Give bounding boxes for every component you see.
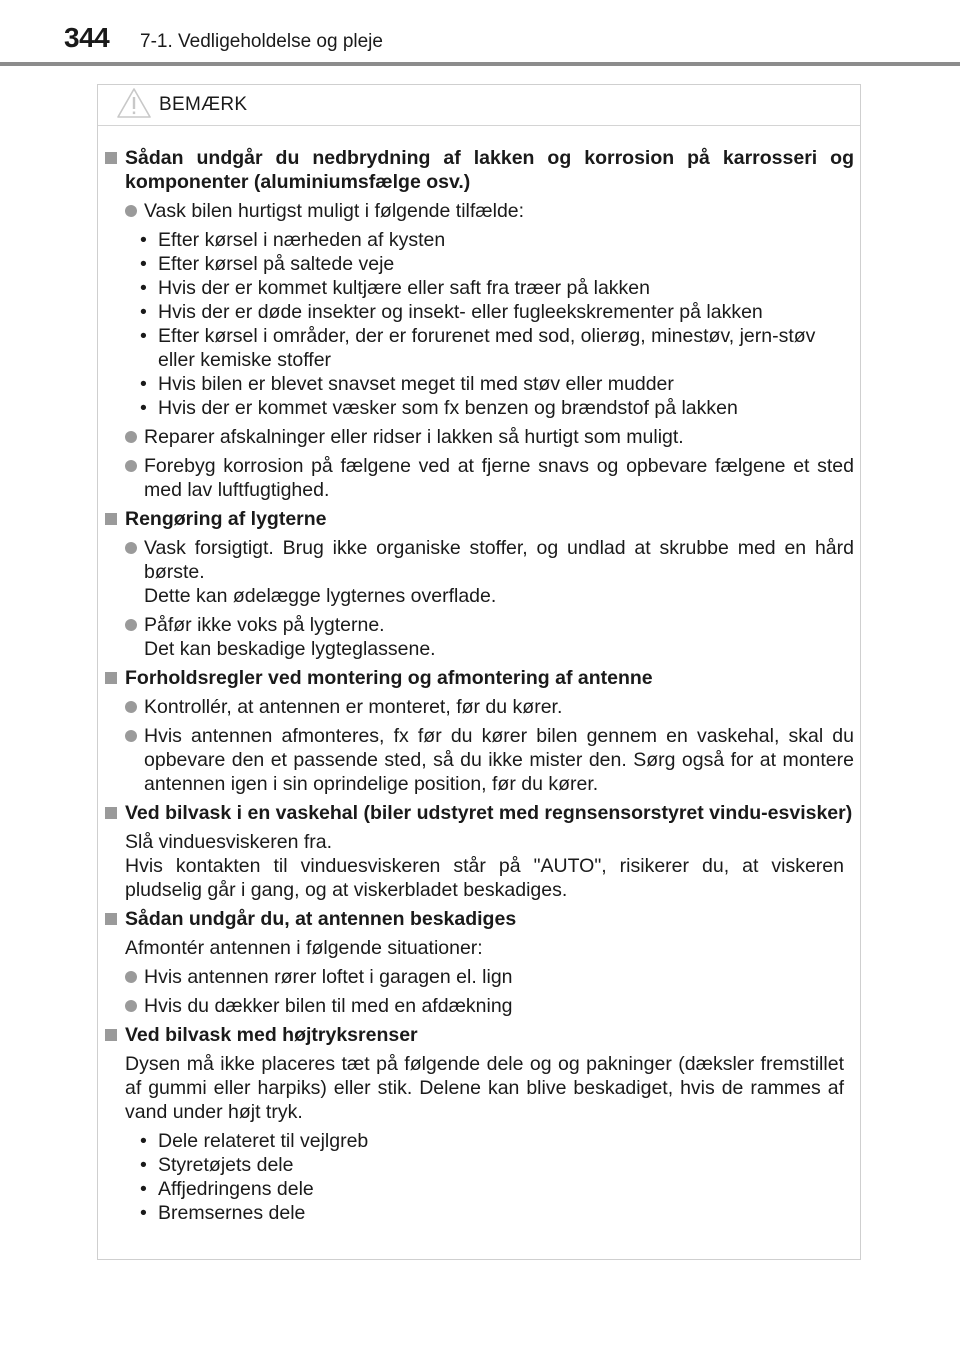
bullet-item: • Hvis bilen er blevet snavset meget til med støv eller mudder bbox=[104, 372, 854, 396]
square-bullet-icon bbox=[105, 807, 117, 819]
circle-bullet-icon bbox=[125, 542, 137, 554]
list-item: Hvis antennen rører loftet i garagen el. lign bbox=[104, 965, 854, 989]
section-title: 7-1. Vedligeholdelse og pleje bbox=[140, 31, 383, 52]
bullet-item: • Dele relateret til vejlgreb bbox=[104, 1129, 854, 1153]
paragraph: Slå vinduesviskeren fra. Hvis kontakten til vinduesviskeren står på "AUTO", risikerer du, at viskeren pludselig går i gang, og at viskerbladet beskadiges. bbox=[125, 831, 844, 901]
list-item: Forebyg korrosion på fælgene ved at fjerne snavs og opbevare fælgene et sted med lav luftfugtighed. bbox=[104, 454, 854, 502]
square-bullet-icon bbox=[105, 152, 117, 164]
section-heading-antenna-precautions: Forholdsregler ved montering og afmontering af antenne bbox=[104, 666, 854, 690]
square-bullet-icon bbox=[105, 913, 117, 925]
square-bullet-icon bbox=[105, 513, 117, 525]
bullet-item: • Hvis der er døde insekter og insekt- eller fugleekskrementer på lakken bbox=[104, 300, 854, 324]
bullet-item: • Efter kørsel i nærheden af kysten bbox=[104, 228, 854, 252]
bullet-item: • Hvis der er kommet væsker som fx benzen og brændstof på lakken bbox=[104, 396, 854, 420]
section-heading-pressure-washer: Ved bilvask med højtryksrenser bbox=[104, 1023, 854, 1047]
circle-bullet-icon bbox=[125, 619, 137, 631]
circle-bullet-icon bbox=[125, 431, 137, 443]
bullet-list-parts bbox=[104, 1129, 854, 1225]
notice-box bbox=[97, 84, 861, 1260]
bullet-item: • Hvis der er kommet kultjære eller saft fra træer på lakken bbox=[104, 276, 854, 300]
circle-bullet-icon bbox=[125, 205, 137, 217]
bullet-item: • Efter kørsel i områder, der er forurenet med sod, olierøg, minestøv, jern-støv eller kemiske stoffer bbox=[104, 324, 854, 372]
page-number: 344 bbox=[64, 22, 110, 53]
section-heading-car-wash: Ved bilvask i en vaskehal (biler udstyret med regnsensorstyret vindu-esvisker) bbox=[104, 801, 854, 825]
warning-triangle-icon bbox=[116, 87, 152, 119]
bullet-item: • Styretøjets dele bbox=[104, 1153, 854, 1177]
list-item: Vask forsigtigt. Brug ikke organiske stoffer, og undlad at skrubbe med en hård børste. Dette kan ødelægge lygternes overflade. bbox=[104, 536, 854, 608]
page-header bbox=[0, 0, 960, 70]
list-item: Hvis du dækker bilen til med en afdækning bbox=[104, 994, 854, 1018]
circle-bullet-icon bbox=[125, 701, 137, 713]
circle-bullet-icon bbox=[125, 460, 137, 472]
bullet-list-wash-cases bbox=[104, 228, 854, 420]
paragraph: Afmontér antennen i følgende situationer: bbox=[125, 937, 483, 959]
circle-bullet-icon bbox=[125, 971, 137, 983]
list-item: Vask bilen hurtigst muligt i følgende tilfælde: bbox=[104, 199, 854, 223]
list-item: Påfør ikke voks på lygterne. Det kan beskadige lygteglassene. bbox=[104, 613, 854, 661]
section-heading-headlights: Rengøring af lygterne bbox=[104, 507, 854, 531]
paragraph: Dysen må ikke placeres tæt på følgende dele og og pakninger (dæksler fremstillet af gummi eller harpiks) eller stik. Delene kan blive beskadiget, hvis de rammes af vand under højt tryk. bbox=[125, 1053, 844, 1123]
header-divider bbox=[0, 62, 960, 66]
notice-header bbox=[98, 85, 860, 126]
list-item: Kontrollér, at antennen er monteret, før du kører. bbox=[104, 695, 854, 719]
circle-bullet-icon bbox=[125, 1000, 137, 1012]
square-bullet-icon bbox=[105, 672, 117, 684]
bullet-item: • Bremsernes dele bbox=[104, 1201, 854, 1225]
list-item: Reparer afskalninger eller ridser i lakken så hurtigt som muligt. bbox=[104, 425, 854, 449]
list-item: Hvis antennen afmonteres, fx før du kører bilen gennem en vaskehal, skal du opbevare den et passende sted, så du ikke mister den. Sørg også for at montere antennen igen i sin oprindelige position, før du kører. bbox=[104, 724, 854, 796]
section-heading-paint-corrosion: Sådan undgår du nedbrydning af lakken og korrosion på karrosseri og komponenter (aluminiumsfælge osv.) bbox=[104, 146, 854, 194]
notice-body bbox=[104, 146, 854, 1230]
square-bullet-icon bbox=[105, 1029, 117, 1041]
circle-bullet-icon bbox=[125, 730, 137, 742]
bullet-item: • Efter kørsel på saltede veje bbox=[104, 252, 854, 276]
bullet-item: • Affjedringens dele bbox=[104, 1177, 854, 1201]
section-heading-antenna-damage: Sådan undgår du, at antennen beskadiges bbox=[104, 907, 854, 931]
notice-label: BEMÆRK bbox=[159, 94, 248, 115]
